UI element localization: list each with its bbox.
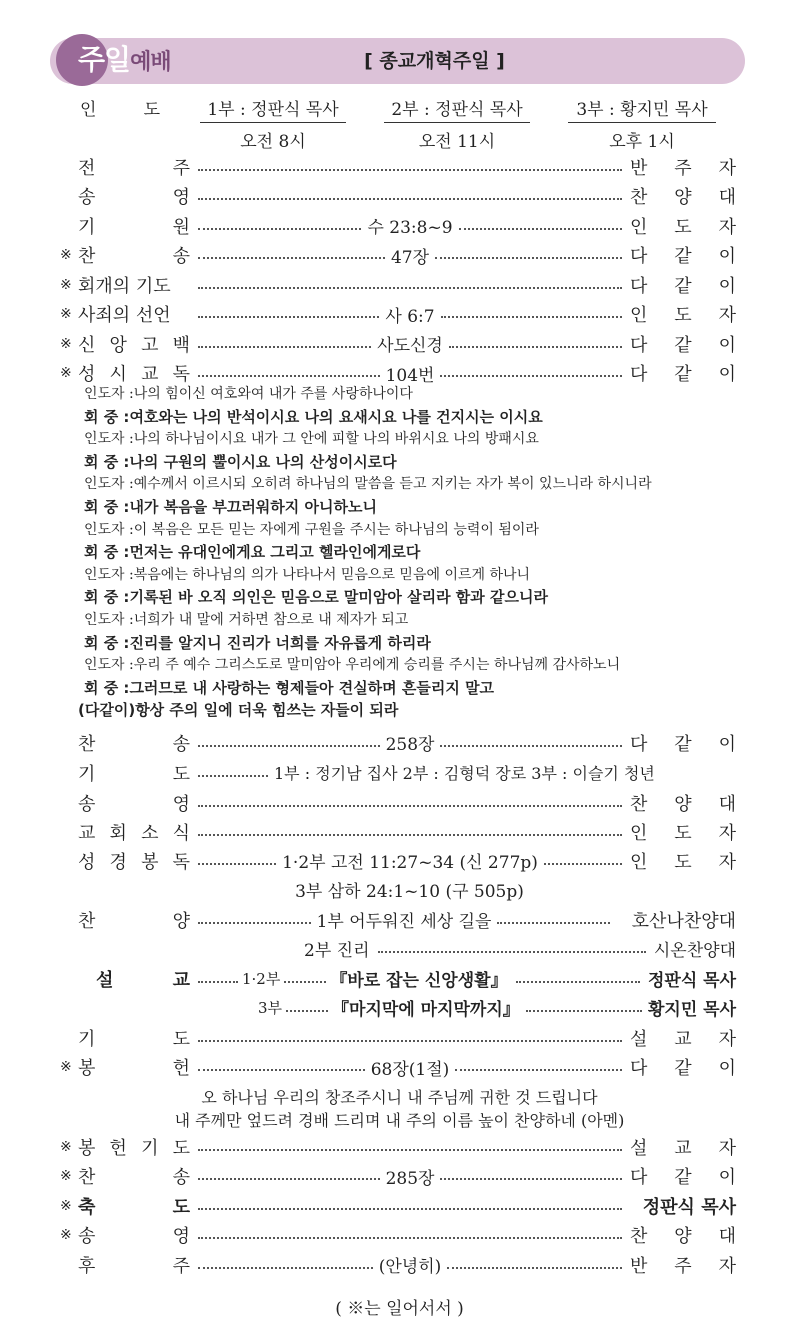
order-assignee: 인 도 자 — [630, 305, 736, 326]
leaders-label: 인 도 — [80, 100, 160, 120]
order-assignee: 설 교 자 — [630, 1028, 736, 1050]
order-label: 후 주 — [78, 1255, 190, 1277]
order-label: 신 앙 고 백 — [78, 334, 190, 356]
order-assignee: 다 같 이 — [630, 364, 736, 385]
order-row: ※ 봉 헌 68장(1절) 다 같 이 — [60, 1053, 736, 1082]
order-row: 후 주 (안녕히) 반 주 자 — [60, 1250, 736, 1279]
order-row-anthem: 찬 양 1부 어두워진 세상 길을 호산나찬양대 — [78, 910, 736, 932]
order-assignee: 정판식 목사 — [642, 1196, 736, 1218]
order-assignee: 다 같 이 — [630, 275, 736, 297]
service-3: 3부 : 황지민 목사 오후 1시 — [568, 95, 716, 152]
order-label: 성 시 교 독 — [78, 364, 190, 385]
order-assignee: 찬 양 대 — [630, 1226, 736, 1247]
order-row: ※ 봉 헌 기 도 설 교 자 — [60, 1132, 736, 1161]
order-row — [60, 182, 736, 211]
order-label: 송 영 — [78, 187, 190, 208]
order-assignee: 인 도 자 — [630, 216, 736, 238]
page-title: [ 종교개혁주일 ] — [364, 50, 505, 72]
order-assignee: 다 같 이 — [630, 1167, 736, 1188]
leaders-row — [0, 95, 799, 155]
service-1: 1부 : 정판식 목사 오전 8시 — [200, 95, 346, 152]
order-label: 회개의 기도 — [78, 275, 171, 297]
logo-text: 주일예배 — [78, 43, 171, 76]
reading-line-2: 3부 삼하 24:1~10 (구 505p) — [295, 882, 524, 902]
footer-note: ( ※는 일어서서 ) — [335, 1299, 464, 1319]
order-row: ※ 성 시 교 독 104번 다 같 이 — [60, 359, 736, 388]
order-row: ※ 찬 송 47장 다 같 이 — [60, 241, 736, 270]
congregation-line: 회 중 :그러므로 내 사랑하는 형제들아 견실하며 흔들리지 말고 — [84, 678, 495, 697]
congregation-line: 회 중 :나의 구원의 뿔이시요 나의 산성이시로다 — [84, 452, 397, 471]
sermon-title-2: 『마지막에 마지막까지』 — [332, 1000, 520, 1020]
order-row-news: 교 회 소 식 인 도 자 — [78, 822, 736, 844]
order-label: 전 주 — [78, 157, 190, 179]
order-assignee: 설 교 자 — [630, 1137, 736, 1159]
order-row: ※ 신 앙 고 백 사도신경 다 같 이 — [60, 329, 736, 358]
order-row — [60, 1023, 736, 1052]
sermon-row-2: 3부 『마지막에 마지막까지』 황지민 목사 — [258, 993, 736, 1022]
order-assignee: 반 주 자 — [630, 1255, 736, 1277]
order-row: ※ 회개의 기도 다 같 이 — [60, 270, 736, 299]
offering-lyrics-2: 내 주께만 엎드려 경배 드리며 내 주의 이름 높이 찬양하네 (아멘) — [174, 1111, 625, 1130]
leader-line: 인도자 :나의 하나님이시요 내가 그 안에 피할 나의 바위시요 나의 방패시요 — [84, 431, 539, 448]
order-label: 축 도 — [78, 1196, 190, 1218]
order-row: ※ 축 도 정판식 목사 — [60, 1191, 736, 1220]
congregation-line: 회 중 :기록된 바 오직 의인은 믿음으로 말미암아 살리라 함과 같으니라 — [84, 588, 548, 607]
congregation-line: 회 중 :여호와는 나의 반석이시요 나의 요새시요 나를 건지시는 이시요 — [84, 407, 543, 426]
order-row-prayer: 기 도 1부 : 정기남 집사 2부 : 김형덕 장로 3부 : 이슬기 청년 — [60, 758, 736, 787]
leader-line: 인도자 :나의 힘이신 여호와여 내가 주를 사랑하나이다 — [84, 386, 413, 402]
order-row-praise: 송 영 찬 양 대 — [78, 793, 736, 815]
order-row: ※ 사죄의 선언 사 6:7 인 도 자 — [60, 300, 736, 329]
congregation-line: 회 중 :내가 복음을 부끄러워하지 아니하노니 — [84, 498, 377, 516]
order-label: 찬 송 — [78, 246, 190, 267]
service-2: 2부 : 정판식 목사 오전 11시 — [384, 95, 530, 152]
order-assignee: 반 주 자 — [630, 157, 736, 179]
leader-line: 인도자 :예수께서 이르시되 오히려 하나님의 말씀을 듣고 지키는 자가 복이 있느니라 하시니라 — [84, 476, 652, 493]
leader-line: 인도자 :복음에는 하나님의 의가 나타나서 믿음으로 믿음에 이르게 하나니 — [84, 566, 531, 583]
anthem-row-2: 2부 진리 시온찬양대 — [304, 941, 736, 961]
order-label: 찬 송 — [78, 1167, 190, 1188]
order-row: ※ 찬 송 285장 다 같 이 — [60, 1162, 736, 1191]
congregation-line: 회 중 :먼저는 유대인에게요 그리고 헬라인에게로다 — [84, 543, 421, 562]
leader-line: 인도자 :이 복음은 모든 믿는 자에게 구원을 주시는 하나님의 능력이 됨이라 — [84, 521, 539, 538]
order-row-sermon: 설 교 1·2부 『바로 잡는 신앙생활』 정판식 목사 — [60, 964, 736, 993]
order-label: 송 영 — [78, 1226, 190, 1247]
order-label: 사죄의 선언 — [78, 305, 171, 326]
sermon-title-1: 『바로 잡는 신앙생활』 — [330, 971, 508, 991]
order-assignee: 다 같 이 — [630, 334, 736, 356]
offering-lyrics-1: 오 하나님 우리의 창조주시니 내 주님께 귀한 것 드립니다 — [201, 1088, 598, 1107]
order-label: 봉 헌 — [78, 1058, 190, 1079]
order-label: 기 도 — [78, 1028, 190, 1050]
order-row: 기 원 수 23:8~9 인 도 자 — [60, 211, 736, 240]
order-row-reading: 성 경 봉 독 1·2부 고전 11:27~34 (신 277p) 인 도 자 — [78, 851, 736, 873]
order-assignee: 다 같 이 — [630, 246, 736, 267]
leader-line: 인도자 :너희가 내 말에 거하면 참으로 내 제자가 되고 — [84, 612, 409, 628]
order-row-hymn: 찬 송 258장 다 같 이 — [78, 733, 736, 755]
leader-line: 인도자 :우리 주 예수 그리스도로 말미암아 우리에게 승리를 주시는 하나님께 감사하노니 — [84, 657, 621, 674]
congregation-line: 회 중 :진리를 알지니 진리가 너희를 자유롭게 하리라 — [84, 633, 431, 652]
order-label: 기 원 — [78, 216, 190, 238]
congregation-line: (다같이)항상 주의 일에 더욱 힘쓰는 자들이 되라 — [78, 701, 399, 720]
order-row — [60, 152, 736, 181]
order-assignee: 다 같 이 — [630, 1058, 736, 1079]
order-row: ※ 송 영 찬 양 대 — [60, 1221, 736, 1250]
prayer-leaders: 1부 : 정기남 집사 2부 : 김형덕 장로 3부 : 이슬기 청년 — [274, 764, 655, 783]
order-assignee: 찬 양 대 — [630, 187, 736, 208]
order-label: 봉 헌 기 도 — [78, 1137, 190, 1159]
